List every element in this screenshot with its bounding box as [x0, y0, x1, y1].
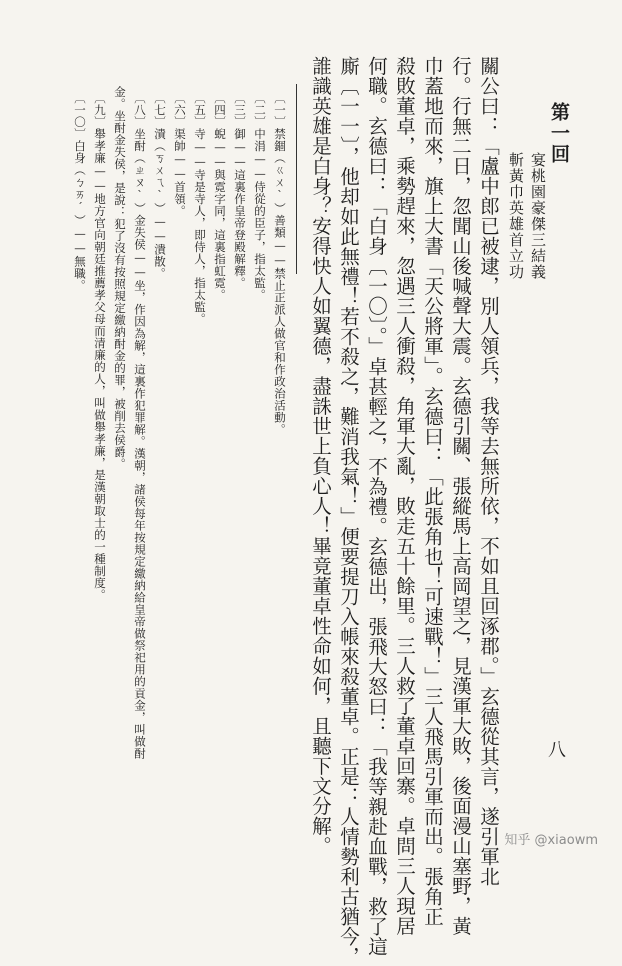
body-column: 誰識英雄是白身？安得快人如翼德，盡誅世上負心人！畢竟董卓性命如何，且聽下文分解。	[309, 56, 332, 856]
footnote: 〔一〇〕白身（ㄅㄞˊ）——無職。	[73, 92, 87, 292]
body-column: 殺敗董卓，乘勢趕來，忽遇三人衝殺，角軍大亂，敗走五十餘里。三人救了董卓回寨。卓問三人現居	[393, 56, 416, 936]
footnote: 〔五〕寺——寺是寺人，即侍人，指太監。	[193, 92, 207, 325]
chapter-label: 第一回	[548, 102, 570, 165]
watermark: 知乎 @xiaowm	[504, 833, 598, 848]
page-number: 八	[548, 740, 566, 761]
footnote: 金。坐酎金失侯，是說：犯了沒有按照規定繳納酎金的罪，被削去侯爵。	[113, 86, 127, 470]
footnote: 〔一〕禁錮（ㄍㄨˋ）善類——禁止正派人做官和作政治活動。	[273, 92, 287, 436]
body-column: 廝〔一一〕，他却如此無禮！若不殺之，難消我氣！」便要提刀入帳來殺董卓。正是：人情勢利古猶今，	[337, 56, 360, 966]
chapter-title-line-2: 斬黃巾英雄首立功	[507, 152, 525, 280]
body-column: 巾蓋地而來，旗上大書「天公將軍」。玄德曰：「此張角也！可速戰！」三人飛馬引軍而出。張角正	[421, 56, 444, 927]
body-column: 行。行無二日，忽聞山後喊聲大震。玄德引關、張縱馬上高岡望之，見漢軍大敗，後面漫山塞野，黃	[449, 56, 472, 936]
footnote: 〔三〕御——這裏作皇帝登殿解釋。	[233, 92, 247, 289]
footnote: 〔九〕舉孝廉——地方官向朝廷推薦孝父母而清廉的人，叫做舉孝廉，是漢朝取士的一種制度。	[93, 92, 107, 601]
footnote: 〔八〕坐酎（ㄓㄡˋ）金失侯——坐，作因為解，這裏作犯罪解。漢朝，諸侯每年按規定繳納給皇帝做祭祀用的貢金，叫做酎	[133, 92, 147, 760]
footnote: 〔四〕蜺——與霓字同，這裏指虹霓。	[213, 92, 227, 301]
body-column: 關公曰：「盧中郎已被逮，別人領兵，我等去無所依，不如且回涿郡。」玄德從其言，遂引軍北	[477, 56, 500, 887]
body-column: 何職。玄德曰：「白身〔一〇〕。」卓甚輕之，不為禮。玄德出，張飛大怒曰：「我等親赴血戰，救了這	[365, 56, 388, 957]
footnote: 〔二〕中涓——侍從的臣子，指太監。	[253, 92, 267, 301]
footnote: 〔六〕渠帥——首領。	[173, 92, 187, 217]
chapter-title-line-1: 宴桃園豪傑三結義	[529, 152, 547, 280]
footnote: 〔七〕潰（ㄎㄨㄟˋ）——潰散。	[153, 92, 167, 280]
notes-separator-rule	[296, 84, 297, 274]
